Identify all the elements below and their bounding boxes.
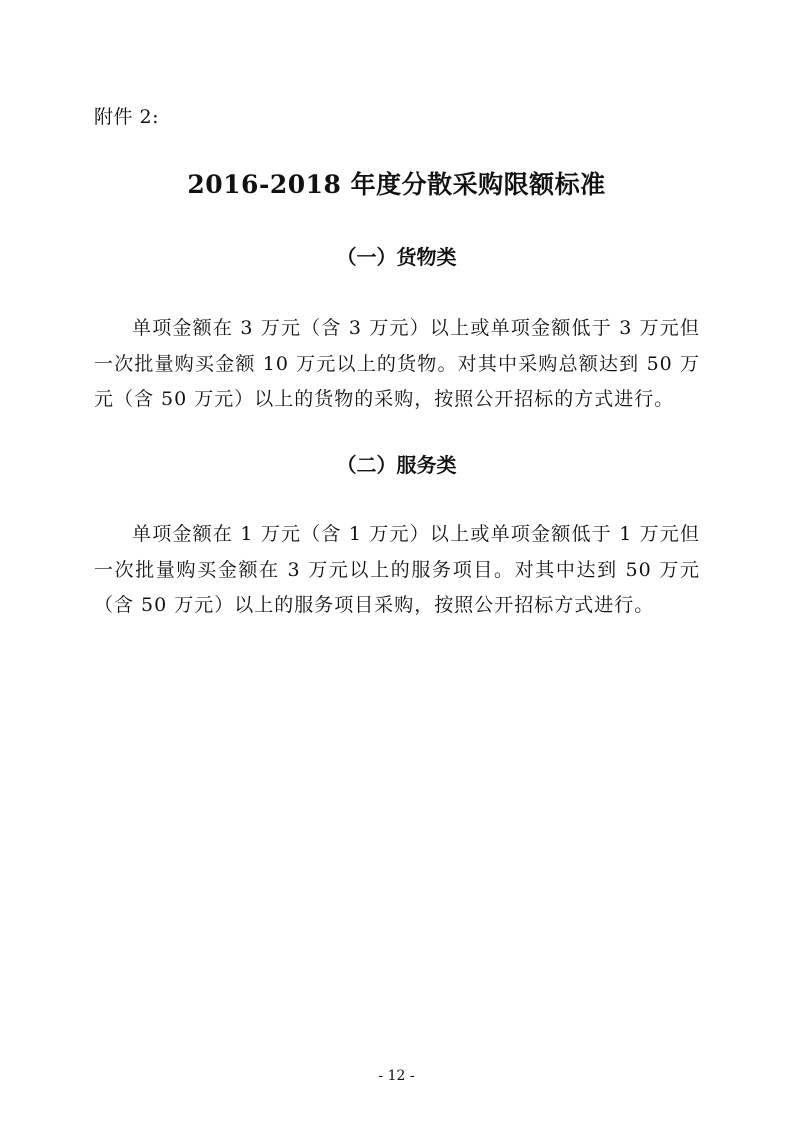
attachment-label: 附件 2: bbox=[94, 106, 160, 128]
section-paragraph-goods: 单项金额在 3 万元（含 3 万元）以上或单项金额低于 3 万元但一次批量购买金额 10 万元以上的货物。对其中采购总额达到 50 万元（含 50 万元）以上的货物的采购，按照公开招标的方式进行。 bbox=[94, 317, 700, 410]
page-number: - 12 - bbox=[378, 1068, 415, 1084]
section-heading-services: （二）服务类 bbox=[336, 453, 457, 477]
section-heading-goods: （一）货物类 bbox=[336, 245, 457, 269]
document-title: 2016-2018 年度分散采购限额标准 bbox=[187, 170, 606, 199]
section-paragraph-services: 单项金额在 1 万元（含 1 万元）以上或单项金额低于 1 万元但一次批量购买金额在 3 万元以上的服务项目。对其中达到 50 万元（含 50 万元）以上的服务项目采购，按照公开招标方式进行。 bbox=[94, 523, 700, 616]
